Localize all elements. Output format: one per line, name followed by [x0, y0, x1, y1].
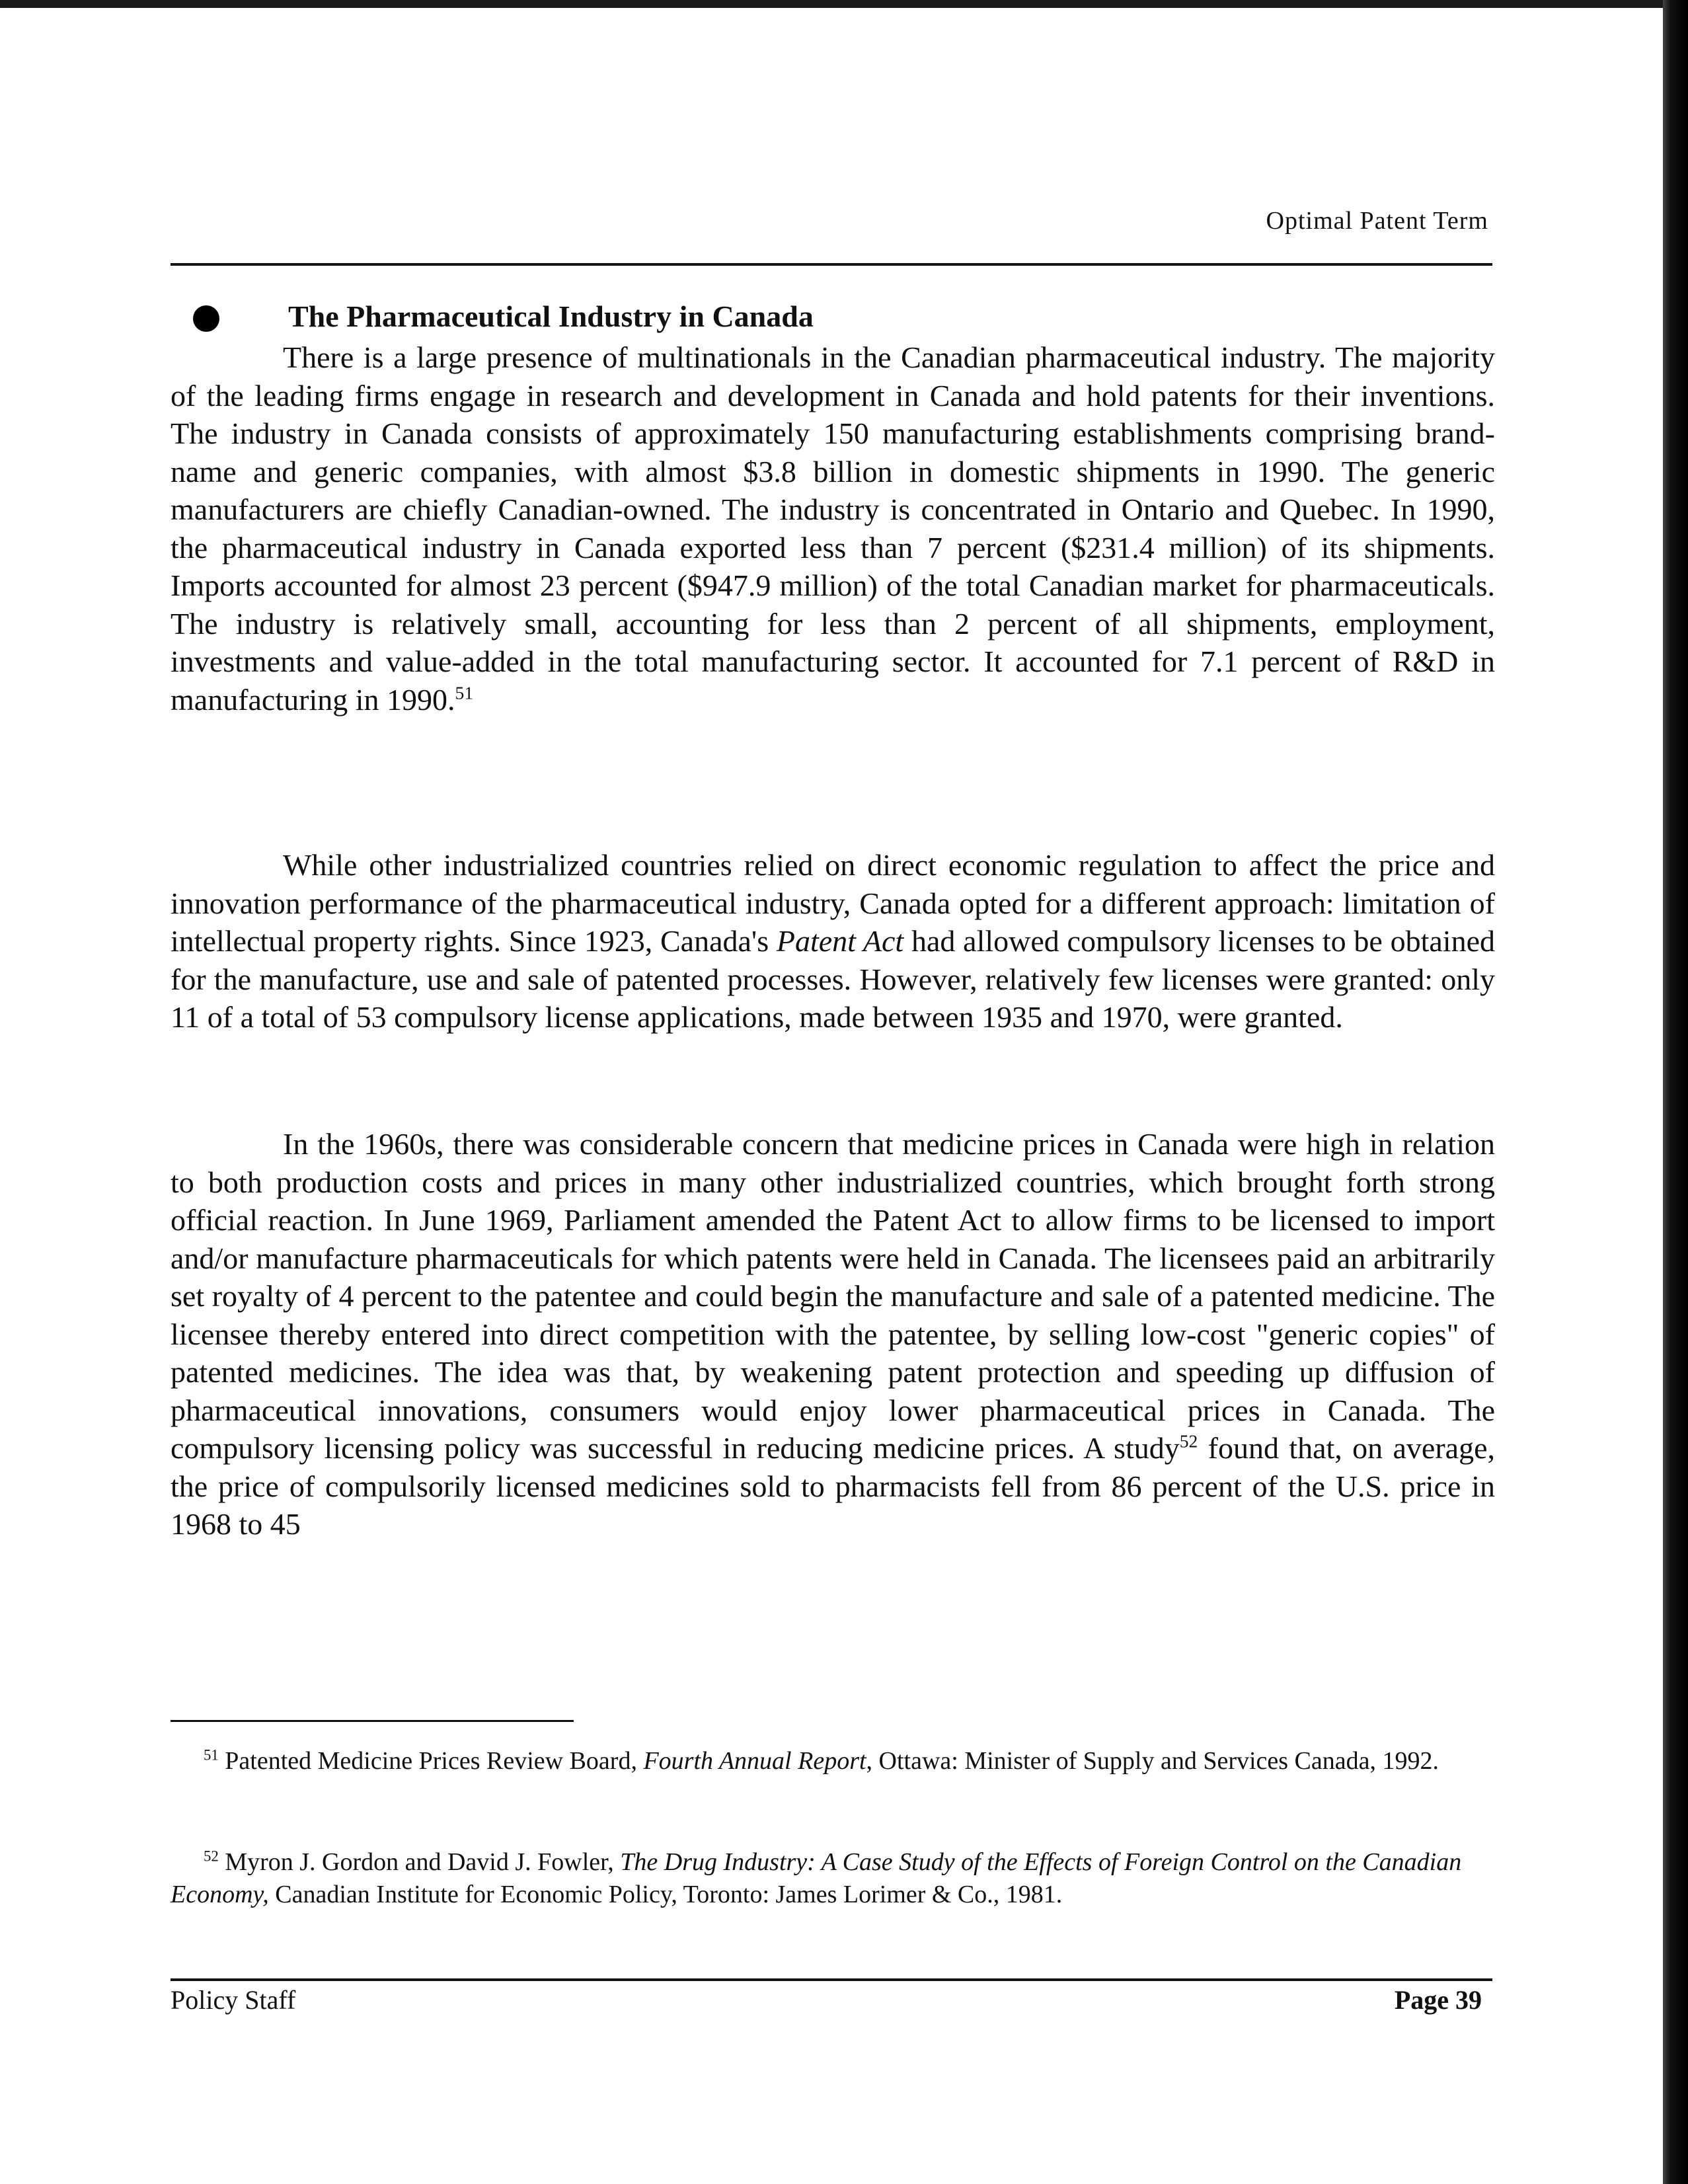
footnote-52-italic: The Drug Industry: A Case Study of the Effects of Foreign Control on the Canadian Economy,	[171, 1848, 1462, 1908]
paragraph-3-text-a: In the 1960s, there was considerable concern that medicine prices in Canada were high in relation to both production costs and prices in many other industrialized countries, which brought forth strong official reaction. In June 1969, Parliament amended the Patent Act to allow firms to be licensed to import and/or manufacture pharmaceuticals for which patents were held in Canada. The licensees paid an arbitrarily set royalty of 4 percent to the patentee and could begin the manufacture and sale of a patented medicine. The licensee thereby entered into direct competition with the patentee, by selling low-cost "generic copies" of patented medicines. The idea was that, by weakening patent protection and speeding up diffusion of pharmaceutical innovations, consumers would enjoy lower pharmaceutical prices in Canada. The compulsory licensing policy was successful in reducing medicine prices. A study	[171, 1127, 1495, 1465]
footnote-ref-52: 52	[1179, 1430, 1198, 1452]
paragraph-1-text: There is a large presence of multinationals in the Canadian pharmaceutical industry. The majority of the leading firms engage in research and development in Canada and hold patents for their inventions. The industry in Canada consists of approximately 150 manufacturing establishments comprising brand-name and generic companies, with almost $3.8 billion in domestic shipments in 1990. The generic manufacturers are chiefly Canadian-owned. The industry is concentrated in Ontario and Quebec. In 1990, the pharmaceutical industry in Canada exported less than 7 percent ($231.4 million) of its shipments. Imports accounted for almost 23 percent ($947.9 million) of the total Canadian market for pharmaceuticals. The industry is relatively small, accounting for less than 2 percent of all shipments, employment, investments and value-added in the total manufacturing sector. It accounted for 7.1 percent of R&D in manufacturing in 1990.	[171, 340, 1495, 717]
scan-edge-right	[1663, 0, 1688, 2184]
footnote-52-text-b: Canadian Institute for Economic Policy, Toronto: James Lorimer & Co., 1981.	[268, 1881, 1063, 1908]
scan-edge-top	[0, 0, 1688, 8]
section-title: The Pharmaceutical Industry in Canada	[288, 299, 814, 333]
paragraph-2-italic: Patent Act	[776, 924, 904, 958]
section-bullet-icon	[193, 305, 219, 332]
paragraph-2-text-a: While other industrialized countries relied on direct economic regulation to affect the price and innovation performance of the pharmaceutical industry, Canada opted for a different approach: limitation of intellectual property rights. Since 1923, Canada's	[171, 848, 1495, 958]
footer-left-text: Policy Staff	[171, 1985, 296, 2015]
footnote-52-marker: 52	[204, 1848, 219, 1865]
paragraph-3	[171, 1125, 1495, 1543]
paragraph-3-text-b: found that, on average, the price of compulsorily licensed medicines sold to pharmacists fell from 86 percent of the U.S. price in 1968 to 45	[171, 1431, 1495, 1541]
footnote-52	[171, 1846, 1486, 1911]
page-number: Page 39	[1394, 1985, 1482, 2015]
footnote-52-text-a: Myron J. Gordon and David J. Fowler,	[218, 1848, 621, 1876]
header-rule	[171, 263, 1492, 266]
footnote-51-italic: Fourth Annual Report	[643, 1747, 866, 1775]
running-header: Optimal Patent Term	[1266, 207, 1488, 235]
footnote-51-text-b: , Ottawa: Minister of Supply and Services Canada, 1992.	[866, 1747, 1439, 1775]
footnote-51-marker: 51	[204, 1746, 219, 1764]
footnote-ref-51: 51	[455, 682, 474, 703]
footnote-rule	[171, 1720, 574, 1722]
paragraph-1	[171, 338, 1495, 719]
paragraph-2-text-b: had allowed compulsory licenses to be obtained for the manufacture, use and sale of patented processes. However, relatively few licenses were granted: only 11 of a total of 53 compulsory license applications, made between 1935 and 1970, were granted.	[171, 924, 1495, 1034]
footnote-51-text-a: Patented Medicine Prices Review Board,	[218, 1747, 644, 1775]
footer-rule	[171, 1978, 1492, 1981]
paragraph-2	[171, 846, 1495, 1036]
footnote-51	[171, 1745, 1486, 1777]
